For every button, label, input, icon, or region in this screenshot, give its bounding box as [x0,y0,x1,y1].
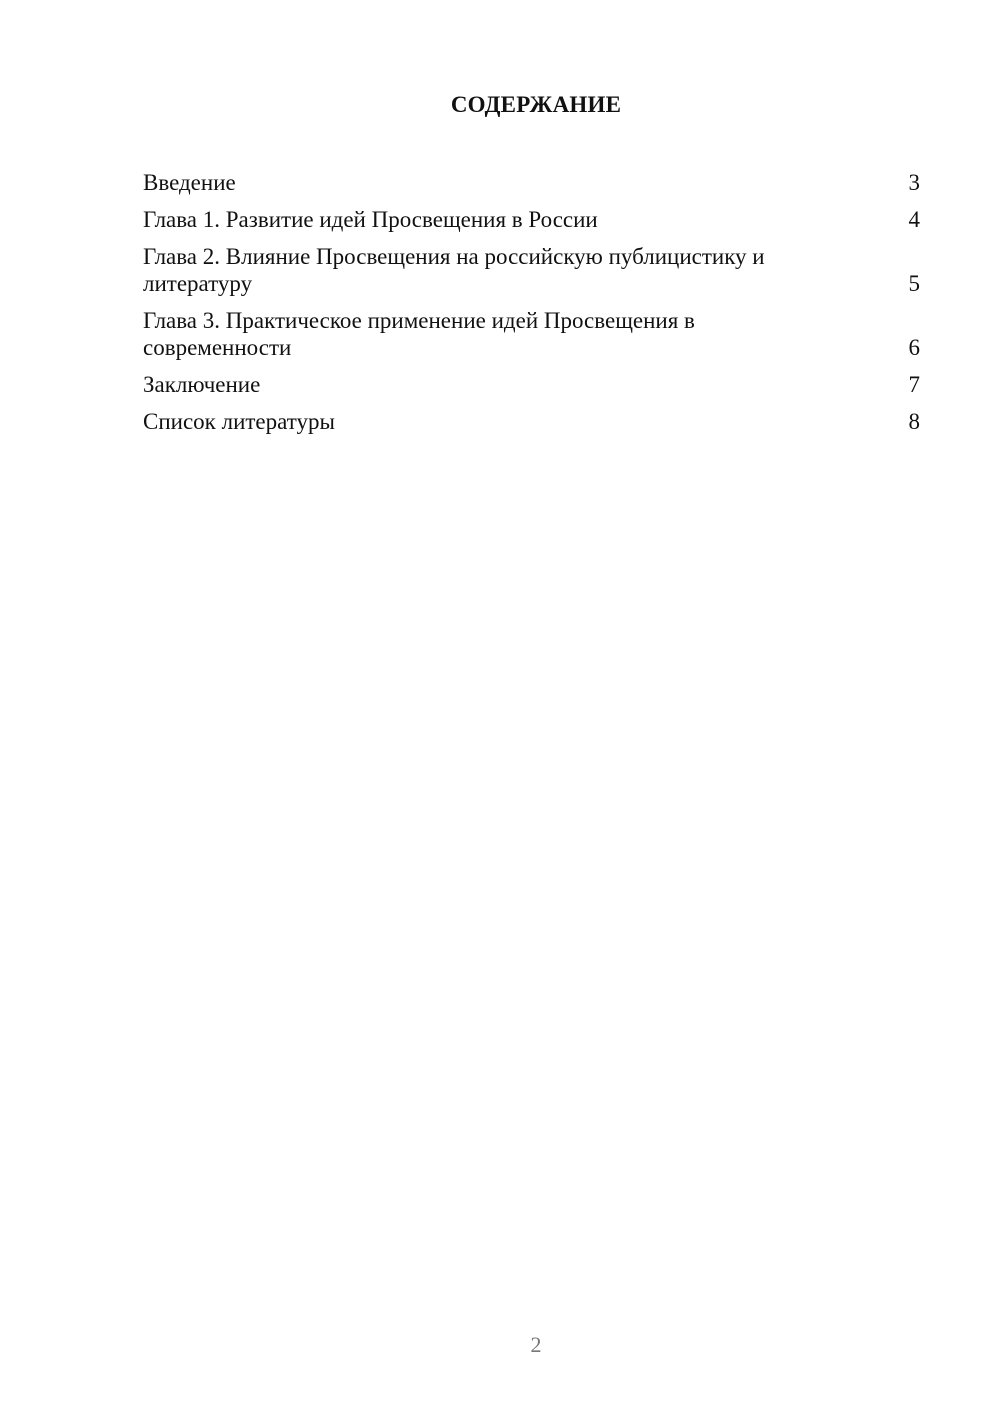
toc-entry-text: Глава 2. Влияние Просвещения на российскую публицистику и литературу [143,244,765,296]
toc-entry-introduction[interactable] [143,169,920,196]
toc-entry-chapter-3[interactable] [143,307,920,361]
toc-entry-text: Глава 3. Практическое применение идей Просвещения в современности [143,308,695,360]
toc-entry-text: Список литературы [143,409,335,434]
toc-entry-references[interactable] [143,408,920,435]
toc-entry-page: 4 [908,207,920,232]
toc-entry-page: 5 [908,271,920,296]
toc-entry-text: Заключение [143,372,261,397]
toc-entry-chapter-1[interactable] [143,206,920,233]
toc-entry-page: 3 [908,170,920,195]
toc-entry-page: 6 [908,335,920,360]
toc-entry-text: Глава 1. Развитие идей Просвещения в России [143,207,598,232]
toc-title: СОДЕРЖАНИЕ [450,92,622,117]
toc-entry-text: Введение [143,170,236,195]
toc-entry-page: 8 [908,409,920,434]
table-of-contents [143,169,920,445]
page-number: 2 [530,1332,542,1357]
toc-entry-conclusion[interactable] [143,371,920,398]
toc-entry-page: 7 [908,372,920,397]
toc-entry-chapter-2[interactable] [143,243,920,297]
